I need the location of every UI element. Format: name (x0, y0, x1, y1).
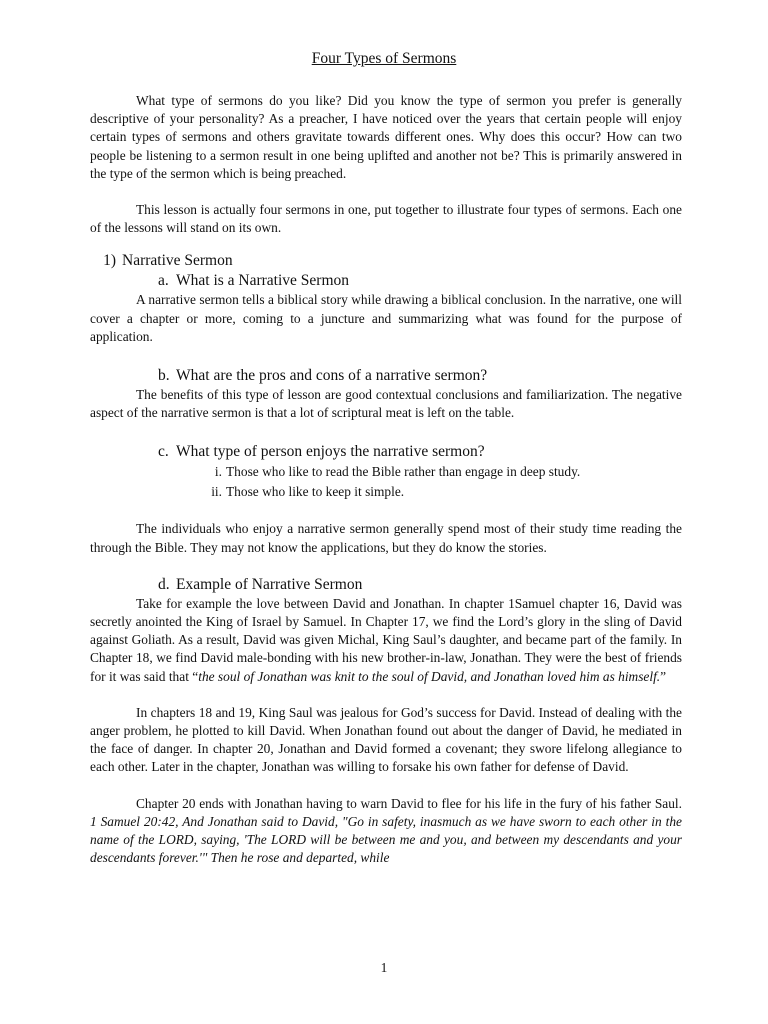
list-item-text: Those who like to read the Bible rather than engage in deep study. (226, 464, 581, 480)
section-1-number: 1) (103, 252, 116, 270)
subsection-d-title: Example of Narrative Sermon (176, 575, 363, 593)
closing-quote-mark: ” (660, 668, 667, 684)
subsection-c-title: What type of person enjoys the narrative sermon? (176, 443, 485, 461)
page-number: 1 (380, 960, 388, 975)
example-paragraph-2: In chapters 18 and 19, King Saul was jealous for God’s success for David. Instead of dealing with the anger problem, he plotted to kill David. When Jonathan found out about the danger of David, he mediated in the face of danger. In chapter 20, Jonathan and David formed a covenant; they swore lifelong allegiance to each other. Later in the chapter, Jonathan was willing to forsake his own father for defense of David. (90, 704, 682, 775)
subsection-a-title: What is a Narrative Sermon (176, 272, 350, 290)
example-paragraph-3-text: Chapter 20 ends with Jonathan having to warn David to flee for his life in the fury of his father Saul. (136, 795, 682, 811)
subsection-b-letter: b. (158, 367, 170, 385)
example-paragraph-1-text: Take for example the love between David and Jonathan. In chapter 1Samuel chapter 16, David was secretly anointed the King of Israel by Samuel. In Chapter 17, we find the Lord’s glory in the sling of David against Goliath. As a result, David was given Michal, King Saul’s daughter, and became part of the family. In Chapter 18, we find David male-bonding with his new brother-in-law, Jonathan. They were the best of friends for it was said that “ (90, 595, 682, 684)
list-item-number: ii. (211, 484, 222, 500)
list-item-text: Those who like to keep it simple. (226, 484, 405, 500)
list-item (90, 462, 682, 482)
subsection-d-heading (90, 575, 682, 595)
example-paragraph-3 (90, 795, 682, 868)
subsection-a-body: A narrative sermon tells a biblical story while drawing a biblical conclusion. In the narrative, one will cover a chapter or more, coming to a juncture and summarizing what was found for the purpose of application. (90, 292, 682, 344)
document-body (90, 92, 682, 867)
subsection-b-body: The benefits of this type of lesson are good contextual conclusions and familiarization. The negative aspect of the narrative sermon is that a lot of scriptural meat is left on the table. (90, 387, 682, 421)
subsection-a-letter: a. (158, 272, 169, 290)
list-item (90, 482, 682, 502)
subsection-b-heading (90, 366, 682, 386)
subsection-c-body: The individuals who enjoy a narrative sermon generally spend most of their study time reading the through the Bible. They may not know the applications, but they do know the stories. (90, 521, 682, 555)
intro-paragraph-2: This lesson is actually four sermons in one, put together to illustrate four types of sermons. Each one of the lessons will stand on its own. (90, 202, 682, 236)
subsection-d-letter: d. (158, 575, 170, 593)
example-paragraph-1 (90, 595, 682, 686)
subsection-c-letter: c. (158, 443, 169, 461)
intro-paragraph-1: What type of sermons do you like? Did you know the type of sermon you prefer is generally descriptive of your personality? As a preacher, I have noticed over the years that certain people will enjoy certain types of sermons and others gravitate towards different ones. Why does this occur? How can two people be listening to a sermon result in one being uplifted and another not be? This is primarily answered in the type of the sermon which is being preached. (90, 93, 682, 181)
scripture-quote: 1 Samuel 20:42, And Jonathan said to David, "Go in safety, inasmuch as we have sworn to each other in the name of the LORD, saying, 'The LORD will be between me and you, and between my descendants and your descendants forever.'" Then he rose and departed, while (90, 813, 682, 866)
subsection-a-heading (90, 271, 682, 291)
subsection-c-heading (90, 442, 682, 462)
section-1-title: Narrative Sermon (122, 252, 233, 270)
list-item-number: i. (214, 464, 222, 480)
subsection-b-title: What are the pros and cons of a narrative sermon? (176, 367, 488, 385)
scripture-quote: the soul of Jonathan was knit to the soul of David, and Jonathan loved him as himself. (198, 668, 661, 684)
section-1-heading (90, 251, 682, 271)
document-title: Four Types of Sermons (311, 50, 457, 67)
